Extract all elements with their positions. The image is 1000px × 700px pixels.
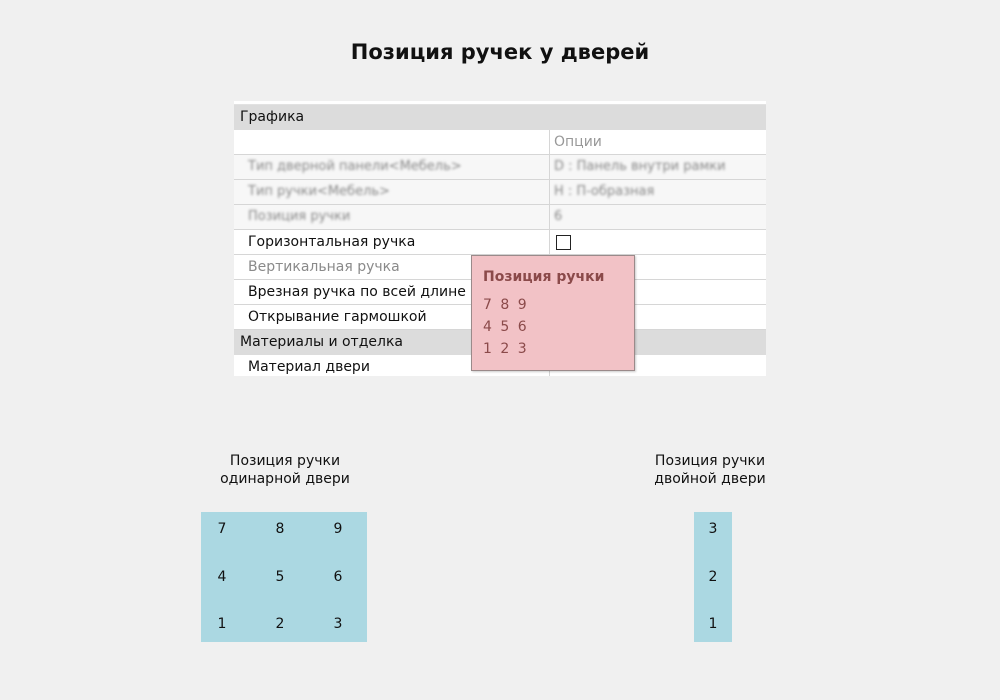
single-cell-6: 6 (333, 569, 343, 585)
double-door-grid (694, 512, 732, 642)
row-handle-position-value[interactable]: 6 (554, 209, 563, 224)
double-door-caption-line1: Позиция ручки (654, 453, 766, 469)
single-cell-2: 2 (275, 616, 285, 632)
tooltip-line-1: 7 8 9 (483, 297, 529, 313)
single-door-caption-line2: одинарной двери (220, 471, 350, 487)
page-title: Позиция ручек у дверей (350, 40, 650, 64)
single-cell-9: 9 (333, 521, 343, 537)
row-horizontal-handle[interactable] (234, 230, 766, 255)
row-door-material-name: Материал двери (248, 359, 370, 375)
single-door-caption-line1: Позиция ручки (229, 453, 341, 469)
row-vertical-handle-name: Вертикальная ручка (248, 259, 400, 275)
double-door-caption (610, 452, 810, 488)
double-cell-3: 3 (708, 521, 718, 537)
single-cell-7: 7 (217, 521, 227, 537)
row-handle-position[interactable] (234, 205, 766, 230)
row-door-panel-type[interactable] (234, 155, 766, 180)
options-header-row (234, 130, 766, 155)
tooltip-title: Позиция ручки (483, 269, 605, 285)
single-cell-4: 4 (217, 569, 227, 585)
row-door-panel-type-value[interactable]: D : Панель внутри рамки (554, 159, 726, 174)
single-cell-8: 8 (275, 521, 285, 537)
single-door-grid (201, 512, 367, 642)
double-door-caption-line2: двойной двери (654, 471, 766, 487)
group-graphics[interactable] (234, 105, 766, 130)
row-full-length-handle-name: Врезная ручка по всей длине (248, 284, 466, 300)
single-cell-3: 3 (333, 616, 343, 632)
row-horizontal-handle-name: Горизонтальная ручка (248, 234, 416, 250)
tooltip-line-3: 1 2 3 (483, 341, 529, 357)
horizontal-handle-checkbox[interactable] (556, 235, 571, 250)
handle-position-tooltip (471, 255, 635, 371)
row-door-panel-type-name: Тип дверной панели<Мебель> (248, 159, 462, 174)
double-cell-2: 2 (708, 569, 718, 585)
row-handle-type-name: Тип ручки<Мебель> (248, 184, 390, 199)
single-cell-1: 1 (217, 616, 227, 632)
single-door-caption (185, 452, 385, 488)
row-handle-position-name: Позиция ручки (248, 209, 351, 224)
row-handle-type-value[interactable]: H : П-образная (554, 184, 655, 199)
double-cell-1: 1 (708, 616, 718, 632)
row-accordion-opening-name: Открывание гармошкой (248, 309, 427, 325)
options-header: Опции (554, 134, 602, 150)
group-materials-label: Материалы и отделка (240, 334, 403, 350)
row-handle-type[interactable] (234, 180, 766, 205)
single-cell-5: 5 (275, 569, 285, 585)
tooltip-line-2: 4 5 6 (483, 319, 529, 335)
group-graphics-label: Графика (240, 109, 305, 125)
